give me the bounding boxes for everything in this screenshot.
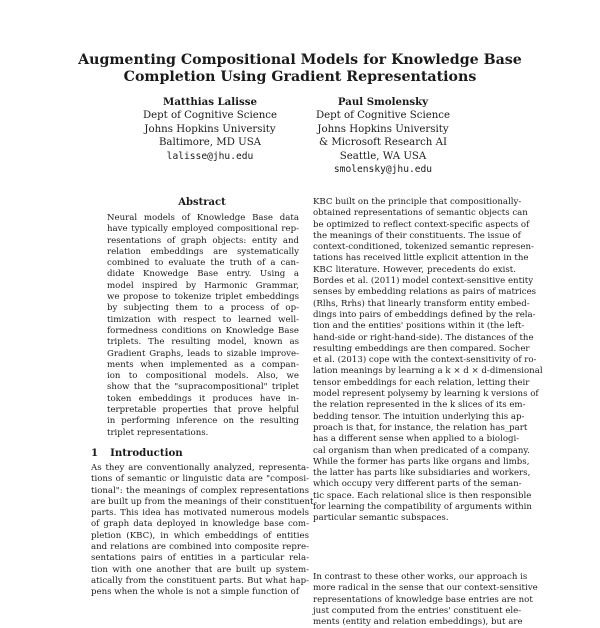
text-line: terpretable properties that prove helpful [107, 405, 299, 416]
title-line: Augmenting Compositional Models for Knowledge Base [78, 52, 522, 68]
text-line: cal organism than when predicated of a company. [313, 445, 530, 456]
text-line: model inspired by Harmonic Grammar, [107, 280, 299, 291]
text-line: combined to evaluate the truth of a can- [107, 258, 299, 269]
text-line: sentations pairs of entities in a particular rela- [91, 553, 309, 564]
intro-text [91, 463, 314, 599]
text-line: parts. This idea has motivated numerous models [91, 508, 309, 519]
text-line: senses by embedding relations as pairs of matrices [313, 287, 537, 298]
author-block [283, 96, 483, 176]
text-line: token embeddings it produces have in- [107, 393, 299, 404]
text-line: by subjecting them to a process of op- [107, 303, 299, 314]
body-text-right-continued [313, 572, 538, 628]
author-affiliation: Seattle, WA USA [339, 150, 427, 162]
text-line: tion and the entities' positions within it (the left- [313, 321, 525, 332]
text-line: resulting embeddings are then compared. Socher [313, 343, 530, 354]
body-text-right [313, 197, 543, 525]
text-line: lation meanings by learning a k × d × d-dimensional [313, 366, 543, 377]
text-line: show that the "supracompositional" triplet [107, 382, 299, 393]
section-number: 1 [91, 447, 99, 459]
text-line: KBC literature. However, precedents do exist. [313, 264, 516, 275]
text-line: in performing inference on the resulting [107, 416, 299, 427]
text-line: particular semantic subspaces. [313, 513, 449, 524]
text-line: relation embeddings are systematically [107, 246, 299, 257]
text-line: tional": the meanings of complex representations [91, 485, 309, 496]
author-name: Paul Smolensky [337, 96, 429, 108]
author-affiliation: Dept of Cognitive Science [315, 110, 451, 122]
text-line: ments (entity and relation embeddings), but are [313, 617, 523, 628]
text-line: tensor embeddings for each relation, letting their [313, 377, 530, 388]
author-affiliation: Dept of Cognitive Science [142, 110, 278, 122]
author-affiliation: & Microsoft Research AI [319, 137, 447, 149]
text-line: just computed from the entries' constituent ele- [313, 605, 522, 616]
text-line: proach is that, for instance, the relation has_part [313, 422, 528, 433]
text-line: tic space. Each relational slice is then responsible [313, 490, 532, 501]
text-line: be optimized to reflect context-specific aspects of [313, 219, 530, 230]
author-email: smolensky@jhu.edu [333, 164, 433, 176]
text-line: representations of knowledge base entries are not [313, 594, 533, 605]
text-line: formedness conditions on Knowledge Base [107, 325, 299, 336]
text-line: timization with respect to learned well- [107, 314, 299, 325]
text-line: et al. (2013) cope with the context-sensitivity of ro- [313, 355, 537, 366]
text-line: In contrast to these other works, our approach is [313, 572, 528, 582]
text-line: KBC built on the principle that compositionally- [313, 197, 522, 207]
text-line: triplet representations. [107, 427, 209, 438]
author-block [110, 96, 310, 163]
section-title: Introduction [110, 447, 183, 459]
author-affiliation: Johns Hopkins University [317, 123, 449, 135]
text-line: have typically employed compositional rep- [107, 224, 299, 235]
text-line: are built up from the meanings of their constituent [91, 496, 314, 507]
text-line: which occupy very different parts of the seman- [313, 479, 522, 490]
text-line: While the former has parts like organs and limbs, [313, 456, 530, 467]
text-line: tions of semantic or linguistic data are "composi- [91, 474, 309, 485]
author-affiliation: Johns Hopkins University [144, 123, 276, 135]
text-line: dings into pairs of embeddings defined by the rela- [313, 309, 536, 320]
text-line: tion with one another that are built up system- [91, 564, 309, 575]
text-line: more radical in the sense that our context-sensitive [313, 583, 538, 594]
text-line: ments when implemented as a compan- [107, 359, 299, 370]
text-line: (Rlhs, Rrhs) that linearly transform entity embed- [313, 298, 530, 309]
author-affiliation: Baltimore, MD USA [158, 137, 262, 149]
text-line: we propose to tokenize triplet embeddings [107, 292, 299, 303]
text-line: for learning the compatibility of arguments within [313, 502, 532, 513]
text-line: Bordes et al. (2011) model context-sensitive entity [313, 276, 534, 287]
abstract-text [107, 213, 299, 439]
text-line: tations has received little explicit attention in the [313, 253, 529, 264]
paper-title [60, 52, 540, 86]
text-line: context-conditioned, tokenized semantic represen- [313, 242, 534, 253]
text-line: didate Knowedge Base entry. Using a [107, 269, 299, 280]
section-heading [91, 447, 195, 459]
author-email: lalisse@jhu.edu [166, 150, 254, 162]
abstract-heading: Abstract [178, 197, 226, 208]
text-line: the relation represented in the k slices of its em- [313, 400, 526, 411]
title-line: Completion Using Gradient Representations [123, 69, 477, 85]
text-line: Gradient Graphs, leads to sizable improve- [107, 348, 299, 359]
text-line: resentations of graph objects: entity and [107, 235, 299, 246]
text-line: pletion (KBC), in which embeddings of entities [91, 530, 309, 541]
text-line: hand-side or right-hand-side). The distances of the [313, 332, 534, 343]
author-name: Matthias Lalisse [163, 96, 257, 108]
text-line: and relations are combined into composite repre- [91, 542, 309, 553]
text-line: model represent polysemy by learning k versions of [313, 389, 539, 400]
text-line: bedding tensor. The intuition underlying this ap- [313, 411, 525, 422]
text-line: pens when the whole is not a simple function of [91, 587, 300, 598]
text-line: obtained representations of semantic objects can [313, 208, 528, 219]
text-line: triplets. The resulting model, known as [107, 337, 299, 348]
text-line: the latter has parts like subsidiaries and workers, [313, 468, 531, 479]
text-line: ion to compositional models. Also, we [107, 371, 299, 382]
text-line: As they are conventionally analyzed, representa- [91, 463, 309, 473]
text-line: has a different sense when applied to a biologi- [313, 434, 520, 445]
text-line: of graph data deployed in knowledge base com- [91, 519, 309, 530]
text-line: the meanings of their constituents. The issue of [313, 230, 521, 241]
text-line: Neural models of Knowledge Base data [107, 213, 299, 223]
text-line: atically from the constituent parts. But what hap- [91, 575, 309, 586]
